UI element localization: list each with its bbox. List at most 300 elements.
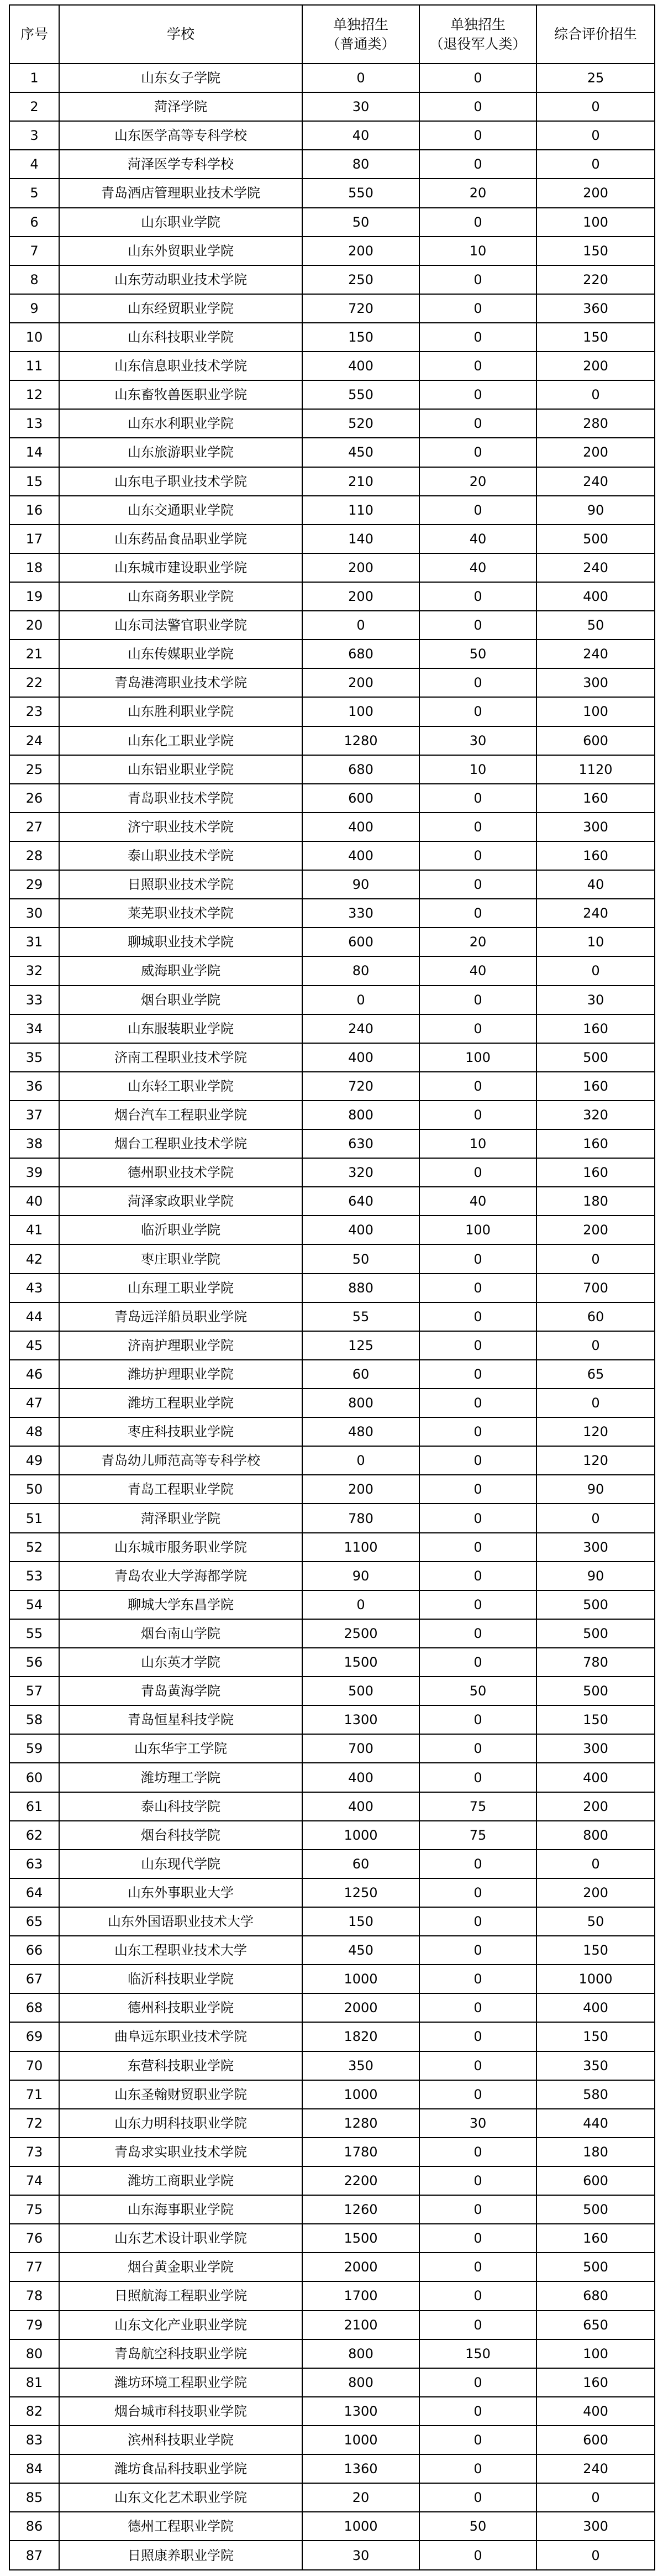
cell-seq: 46 bbox=[9, 1360, 59, 1389]
cell-seq: 50 bbox=[9, 1475, 59, 1504]
cell-general: 60 bbox=[302, 1850, 419, 1878]
cell-school: 山东司法警官职业学院 bbox=[59, 611, 302, 640]
cell-veteran: 10 bbox=[419, 755, 536, 784]
cell-comprehensive: 150 bbox=[536, 1936, 655, 1965]
cell-comprehensive: 400 bbox=[536, 2397, 655, 2426]
cell-school: 山东电子职业技术学院 bbox=[59, 467, 302, 496]
cell-seq: 53 bbox=[9, 1562, 59, 1590]
cell-general: 200 bbox=[302, 553, 419, 582]
cell-general: 1000 bbox=[302, 2426, 419, 2454]
table-row bbox=[9, 64, 655, 92]
cell-general: 1300 bbox=[302, 1705, 419, 1734]
cell-seq: 69 bbox=[9, 2022, 59, 2051]
cell-comprehensive: 0 bbox=[536, 1244, 655, 1273]
cell-veteran: 0 bbox=[419, 1360, 536, 1389]
table-row bbox=[9, 1101, 655, 1129]
cell-seq: 74 bbox=[9, 2166, 59, 2195]
cell-veteran: 0 bbox=[419, 582, 536, 611]
cell-comprehensive: 0 bbox=[536, 121, 655, 150]
cell-general: 720 bbox=[302, 1072, 419, 1101]
cell-seq: 68 bbox=[9, 1993, 59, 2022]
cell-seq: 8 bbox=[9, 265, 59, 294]
cell-veteran: 0 bbox=[419, 1072, 536, 1101]
cell-comprehensive: 120 bbox=[536, 1417, 655, 1446]
cell-school: 山东医学高等专科学校 bbox=[59, 121, 302, 150]
cell-veteran: 0 bbox=[419, 1302, 536, 1331]
cell-school: 山东劳动职业技术学院 bbox=[59, 265, 302, 294]
table-row bbox=[9, 1562, 655, 1590]
table-row bbox=[9, 899, 655, 928]
cell-school: 威海职业学院 bbox=[59, 956, 302, 985]
cell-general: 150 bbox=[302, 323, 419, 352]
cell-seq: 84 bbox=[9, 2454, 59, 2483]
cell-school: 潍坊理工学院 bbox=[59, 1763, 302, 1792]
cell-school: 烟台职业学院 bbox=[59, 986, 302, 1014]
cell-seq: 76 bbox=[9, 2224, 59, 2253]
table-row bbox=[9, 1244, 655, 1273]
cell-general: 240 bbox=[302, 1014, 419, 1043]
table-row bbox=[9, 928, 655, 956]
cell-veteran: 0 bbox=[419, 294, 536, 323]
cell-school: 烟台黄金职业学院 bbox=[59, 2253, 302, 2281]
cell-seq: 30 bbox=[9, 899, 59, 928]
table-row bbox=[9, 1072, 655, 1101]
cell-general: 400 bbox=[302, 1763, 419, 1792]
cell-seq: 16 bbox=[9, 496, 59, 525]
cell-seq: 58 bbox=[9, 1705, 59, 1734]
cell-school: 山东力明科技职业学院 bbox=[59, 2109, 302, 2138]
cell-comprehensive: 10 bbox=[536, 928, 655, 956]
table-row bbox=[9, 2051, 655, 2080]
cell-veteran: 0 bbox=[419, 1244, 536, 1273]
cell-veteran: 0 bbox=[419, 2224, 536, 2253]
cell-comprehensive: 200 bbox=[536, 1878, 655, 1907]
table-row bbox=[9, 1216, 655, 1244]
cell-comprehensive: 200 bbox=[536, 179, 655, 207]
table-row bbox=[9, 380, 655, 409]
cell-veteran: 0 bbox=[419, 1993, 536, 2022]
cell-veteran: 0 bbox=[419, 1014, 536, 1043]
cell-comprehensive: 0 bbox=[536, 1504, 655, 1532]
table-row bbox=[9, 265, 655, 294]
cell-comprehensive: 0 bbox=[536, 1331, 655, 1360]
cell-general: 0 bbox=[302, 64, 419, 92]
cell-general: 780 bbox=[302, 1504, 419, 1532]
table-row bbox=[9, 755, 655, 784]
cell-comprehensive: 1120 bbox=[536, 755, 655, 784]
cell-veteran: 40 bbox=[419, 956, 536, 985]
cell-seq: 15 bbox=[9, 467, 59, 496]
cell-school: 山东圣翰财贸职业学院 bbox=[59, 2080, 302, 2109]
cell-school: 曲阜远东职业技术学院 bbox=[59, 2022, 302, 2051]
cell-school: 烟台汽车工程职业学院 bbox=[59, 1101, 302, 1129]
table-row bbox=[9, 179, 655, 207]
cell-general: 2500 bbox=[302, 1619, 419, 1648]
cell-school: 青岛职业技术学院 bbox=[59, 784, 302, 813]
cell-comprehensive: 240 bbox=[536, 899, 655, 928]
cell-veteran: 0 bbox=[419, 438, 536, 467]
cell-general: 450 bbox=[302, 1936, 419, 1965]
table-row bbox=[9, 1187, 655, 1216]
cell-seq: 82 bbox=[9, 2397, 59, 2426]
cell-general: 680 bbox=[302, 755, 419, 784]
cell-seq: 36 bbox=[9, 1072, 59, 1101]
table-header bbox=[9, 5, 655, 64]
cell-general: 1260 bbox=[302, 2195, 419, 2224]
table-row bbox=[9, 467, 655, 496]
cell-comprehensive: 160 bbox=[536, 1158, 655, 1187]
cell-general: 0 bbox=[302, 1446, 419, 1475]
cell-general: 210 bbox=[302, 467, 419, 496]
cell-school: 山东旅游职业学院 bbox=[59, 438, 302, 467]
cell-seq: 12 bbox=[9, 380, 59, 409]
cell-veteran: 0 bbox=[419, 2483, 536, 2512]
cell-comprehensive: 300 bbox=[536, 2512, 655, 2541]
cell-school: 枣庄职业学院 bbox=[59, 1244, 302, 1273]
table-row bbox=[9, 525, 655, 553]
cell-comprehensive: 30 bbox=[536, 986, 655, 1014]
table-row bbox=[9, 1043, 655, 1072]
table-row bbox=[9, 1360, 655, 1389]
cell-veteran: 0 bbox=[419, 2253, 536, 2281]
cell-school: 日照职业技术学院 bbox=[59, 870, 302, 899]
table-row bbox=[9, 870, 655, 899]
cell-school: 山东职业学院 bbox=[59, 208, 302, 237]
cell-general: 110 bbox=[302, 496, 419, 525]
cell-seq: 49 bbox=[9, 1446, 59, 1475]
cell-general: 30 bbox=[302, 2541, 419, 2570]
cell-comprehensive: 500 bbox=[536, 2195, 655, 2224]
cell-general: 1000 bbox=[302, 2080, 419, 2109]
cell-school: 临沂职业学院 bbox=[59, 1216, 302, 1244]
cell-school: 青岛黄海学院 bbox=[59, 1677, 302, 1705]
cell-school: 烟台科技学院 bbox=[59, 1821, 302, 1850]
cell-general: 450 bbox=[302, 438, 419, 467]
cell-seq: 47 bbox=[9, 1389, 59, 1417]
cell-veteran: 0 bbox=[419, 2051, 536, 2080]
table-row bbox=[9, 1648, 655, 1677]
cell-general: 0 bbox=[302, 1590, 419, 1619]
cell-veteran: 40 bbox=[419, 553, 536, 582]
cell-seq: 71 bbox=[9, 2080, 59, 2109]
cell-general: 55 bbox=[302, 1302, 419, 1331]
cell-comprehensive: 400 bbox=[536, 1763, 655, 1792]
table-row bbox=[9, 1446, 655, 1475]
cell-school: 青岛远洋船员职业学院 bbox=[59, 1302, 302, 1331]
table-row bbox=[9, 150, 655, 179]
cell-seq: 75 bbox=[9, 2195, 59, 2224]
table-row bbox=[9, 1763, 655, 1792]
cell-seq: 13 bbox=[9, 409, 59, 438]
cell-comprehensive: 160 bbox=[536, 1072, 655, 1101]
cell-school: 青岛恒星科技学院 bbox=[59, 1705, 302, 1734]
cell-general: 50 bbox=[302, 1244, 419, 1273]
cell-seq: 52 bbox=[9, 1533, 59, 1562]
cell-seq: 43 bbox=[9, 1274, 59, 1302]
cell-comprehensive: 700 bbox=[536, 1274, 655, 1302]
table-row bbox=[9, 1533, 655, 1562]
cell-school: 山东文化艺术职业学院 bbox=[59, 2483, 302, 2512]
cell-veteran: 0 bbox=[419, 2281, 536, 2310]
cell-general: 2100 bbox=[302, 2311, 419, 2339]
cell-school: 潍坊环境工程职业学院 bbox=[59, 2368, 302, 2397]
cell-veteran: 0 bbox=[419, 1562, 536, 1590]
cell-school: 济南护理职业学院 bbox=[59, 1331, 302, 1360]
cell-seq: 10 bbox=[9, 323, 59, 352]
cell-veteran: 0 bbox=[419, 208, 536, 237]
cell-school: 山东理工职业学院 bbox=[59, 1274, 302, 1302]
table-row bbox=[9, 553, 655, 582]
cell-veteran: 0 bbox=[419, 380, 536, 409]
cell-seq: 48 bbox=[9, 1417, 59, 1446]
cell-veteran: 0 bbox=[419, 2311, 536, 2339]
table-row bbox=[9, 237, 655, 265]
cell-seq: 57 bbox=[9, 1677, 59, 1705]
cell-seq: 70 bbox=[9, 2051, 59, 2080]
cell-comprehensive: 800 bbox=[536, 1821, 655, 1850]
cell-school: 山东科技职业学院 bbox=[59, 323, 302, 352]
cell-general: 80 bbox=[302, 150, 419, 179]
cell-comprehensive: 0 bbox=[536, 380, 655, 409]
cell-school: 滨州科技职业学院 bbox=[59, 2426, 302, 2454]
table-row bbox=[9, 1274, 655, 1302]
table-row bbox=[9, 640, 655, 668]
cell-veteran: 40 bbox=[419, 1187, 536, 1216]
cell-veteran: 20 bbox=[419, 928, 536, 956]
cell-school: 济宁职业技术学院 bbox=[59, 813, 302, 841]
cell-seq: 24 bbox=[9, 726, 59, 755]
cell-comprehensive: 100 bbox=[536, 2339, 655, 2368]
cell-comprehensive: 150 bbox=[536, 2022, 655, 2051]
table-row bbox=[9, 2368, 655, 2397]
admissions-sheet bbox=[9, 4, 654, 2570]
cell-school: 山东英才学院 bbox=[59, 1648, 302, 1677]
cell-veteran: 0 bbox=[419, 668, 536, 697]
cell-comprehensive: 300 bbox=[536, 1734, 655, 1763]
table-row bbox=[9, 1619, 655, 1648]
cell-general: 400 bbox=[302, 352, 419, 380]
cell-veteran: 0 bbox=[419, 1907, 536, 1936]
table-row bbox=[9, 1734, 655, 1763]
cell-comprehensive: 150 bbox=[536, 1705, 655, 1734]
cell-general: 350 bbox=[302, 2051, 419, 2080]
cell-general: 100 bbox=[302, 697, 419, 726]
cell-comprehensive: 40 bbox=[536, 870, 655, 899]
cell-school: 菏泽学院 bbox=[59, 92, 302, 121]
cell-veteran: 0 bbox=[419, 1274, 536, 1302]
table-row bbox=[9, 611, 655, 640]
cell-seq: 17 bbox=[9, 525, 59, 553]
cell-veteran: 0 bbox=[419, 2541, 536, 2570]
cell-general: 140 bbox=[302, 525, 419, 553]
cell-school: 泰山科技学院 bbox=[59, 1792, 302, 1821]
cell-school: 山东胜利职业学院 bbox=[59, 697, 302, 726]
cell-comprehensive: 160 bbox=[536, 2368, 655, 2397]
header-row bbox=[9, 5, 655, 64]
table-row bbox=[9, 986, 655, 1014]
cell-veteran: 75 bbox=[419, 1821, 536, 1850]
header-veteran-line2: （退役军人类） bbox=[429, 36, 527, 52]
cell-comprehensive: 1000 bbox=[536, 1965, 655, 1993]
cell-comprehensive: 300 bbox=[536, 1533, 655, 1562]
cell-veteran: 0 bbox=[419, 496, 536, 525]
cell-seq: 67 bbox=[9, 1965, 59, 1993]
cell-comprehensive: 100 bbox=[536, 208, 655, 237]
cell-seq: 7 bbox=[9, 237, 59, 265]
cell-general: 1360 bbox=[302, 2454, 419, 2483]
table-row bbox=[9, 813, 655, 841]
cell-veteran: 0 bbox=[419, 697, 536, 726]
cell-veteran: 0 bbox=[419, 2138, 536, 2166]
cell-veteran: 0 bbox=[419, 813, 536, 841]
cell-comprehensive: 650 bbox=[536, 2311, 655, 2339]
cell-school: 菏泽家政职业学院 bbox=[59, 1187, 302, 1216]
cell-school: 山东水利职业学院 bbox=[59, 409, 302, 438]
cell-veteran: 10 bbox=[419, 237, 536, 265]
cell-veteran: 20 bbox=[419, 467, 536, 496]
cell-general: 1780 bbox=[302, 2138, 419, 2166]
cell-comprehensive: 300 bbox=[536, 668, 655, 697]
cell-comprehensive: 320 bbox=[536, 1101, 655, 1129]
cell-school: 菏泽职业学院 bbox=[59, 1504, 302, 1532]
cell-general: 1250 bbox=[302, 1878, 419, 1907]
cell-veteran: 0 bbox=[419, 1101, 536, 1129]
cell-seq: 66 bbox=[9, 1936, 59, 1965]
cell-general: 1280 bbox=[302, 726, 419, 755]
cell-general: 80 bbox=[302, 956, 419, 985]
cell-comprehensive: 280 bbox=[536, 409, 655, 438]
table-row bbox=[9, 1129, 655, 1158]
cell-comprehensive: 680 bbox=[536, 2281, 655, 2310]
cell-veteran: 0 bbox=[419, 2195, 536, 2224]
cell-school: 临沂科技职业学院 bbox=[59, 1965, 302, 1993]
table-row bbox=[9, 668, 655, 697]
table-row bbox=[9, 2224, 655, 2253]
cell-school: 山东城市服务职业学院 bbox=[59, 1533, 302, 1562]
cell-comprehensive: 240 bbox=[536, 640, 655, 668]
cell-veteran: 0 bbox=[419, 2454, 536, 2483]
cell-seq: 79 bbox=[9, 2311, 59, 2339]
table-row bbox=[9, 1302, 655, 1331]
table-row bbox=[9, 2339, 655, 2368]
cell-veteran: 0 bbox=[419, 870, 536, 899]
cell-school: 山东华宇工学院 bbox=[59, 1734, 302, 1763]
cell-general: 500 bbox=[302, 1677, 419, 1705]
cell-seq: 5 bbox=[9, 179, 59, 207]
cell-general: 0 bbox=[302, 611, 419, 640]
cell-comprehensive: 200 bbox=[536, 352, 655, 380]
cell-school: 德州科技职业学院 bbox=[59, 1993, 302, 2022]
cell-general: 1820 bbox=[302, 2022, 419, 2051]
table-row bbox=[9, 1965, 655, 1993]
table-row bbox=[9, 1417, 655, 1446]
cell-comprehensive: 500 bbox=[536, 2253, 655, 2281]
cell-general: 0 bbox=[302, 986, 419, 1014]
cell-seq: 59 bbox=[9, 1734, 59, 1763]
cell-veteran: 0 bbox=[419, 2426, 536, 2454]
table-row bbox=[9, 2311, 655, 2339]
cell-seq: 63 bbox=[9, 1850, 59, 1878]
table-row bbox=[9, 2426, 655, 2454]
cell-seq: 18 bbox=[9, 553, 59, 582]
cell-general: 1700 bbox=[302, 2281, 419, 2310]
cell-comprehensive: 200 bbox=[536, 438, 655, 467]
cell-general: 50 bbox=[302, 208, 419, 237]
cell-comprehensive: 500 bbox=[536, 1043, 655, 1072]
cell-comprehensive: 160 bbox=[536, 1014, 655, 1043]
cell-seq: 34 bbox=[9, 1014, 59, 1043]
cell-seq: 81 bbox=[9, 2368, 59, 2397]
cell-general: 550 bbox=[302, 179, 419, 207]
table-row bbox=[9, 1590, 655, 1619]
cell-comprehensive: 240 bbox=[536, 553, 655, 582]
header-general-line2: （普通类） bbox=[326, 36, 396, 52]
cell-seq: 72 bbox=[9, 2109, 59, 2138]
cell-general: 1280 bbox=[302, 2109, 419, 2138]
cell-school: 山东艺术设计职业学院 bbox=[59, 2224, 302, 2253]
cell-veteran: 0 bbox=[419, 2397, 536, 2426]
cell-comprehensive: 400 bbox=[536, 1993, 655, 2022]
cell-comprehensive: 90 bbox=[536, 1475, 655, 1504]
cell-comprehensive: 120 bbox=[536, 1446, 655, 1475]
cell-seq: 42 bbox=[9, 1244, 59, 1273]
cell-veteran: 0 bbox=[419, 1417, 536, 1446]
table-row bbox=[9, 2454, 655, 2483]
cell-veteran: 50 bbox=[419, 640, 536, 668]
cell-seq: 21 bbox=[9, 640, 59, 668]
cell-veteran: 0 bbox=[419, 2080, 536, 2109]
cell-school: 山东外事职业大学 bbox=[59, 1878, 302, 1907]
cell-veteran: 0 bbox=[419, 1763, 536, 1792]
cell-veteran: 0 bbox=[419, 2022, 536, 2051]
cell-general: 2200 bbox=[302, 2166, 419, 2195]
cell-school: 山东女子学院 bbox=[59, 64, 302, 92]
cell-general: 330 bbox=[302, 899, 419, 928]
table-row bbox=[9, 352, 655, 380]
cell-school: 烟台城市科技职业学院 bbox=[59, 2397, 302, 2426]
cell-veteran: 0 bbox=[419, 1331, 536, 1360]
table-row bbox=[9, 2281, 655, 2310]
table-row bbox=[9, 1158, 655, 1187]
cell-comprehensive: 220 bbox=[536, 265, 655, 294]
cell-seq: 22 bbox=[9, 668, 59, 697]
cell-seq: 28 bbox=[9, 841, 59, 870]
cell-veteran: 0 bbox=[419, 352, 536, 380]
cell-comprehensive: 160 bbox=[536, 2224, 655, 2253]
cell-general: 200 bbox=[302, 1475, 419, 1504]
cell-seq: 83 bbox=[9, 2426, 59, 2454]
cell-seq: 32 bbox=[9, 956, 59, 985]
cell-veteran: 0 bbox=[419, 64, 536, 92]
cell-general: 800 bbox=[302, 2339, 419, 2368]
cell-comprehensive: 780 bbox=[536, 1648, 655, 1677]
header-school: 学校 bbox=[59, 5, 302, 64]
cell-veteran: 0 bbox=[419, 150, 536, 179]
table-row bbox=[9, 2138, 655, 2166]
cell-seq: 85 bbox=[9, 2483, 59, 2512]
cell-comprehensive: 100 bbox=[536, 697, 655, 726]
cell-seq: 1 bbox=[9, 64, 59, 92]
cell-seq: 40 bbox=[9, 1187, 59, 1216]
cell-veteran: 0 bbox=[419, 1734, 536, 1763]
table-row bbox=[9, 1936, 655, 1965]
cell-veteran: 0 bbox=[419, 2368, 536, 2397]
cell-veteran: 50 bbox=[419, 1677, 536, 1705]
cell-general: 200 bbox=[302, 668, 419, 697]
cell-general: 60 bbox=[302, 1360, 419, 1389]
cell-veteran: 0 bbox=[419, 92, 536, 121]
cell-comprehensive: 200 bbox=[536, 1216, 655, 1244]
